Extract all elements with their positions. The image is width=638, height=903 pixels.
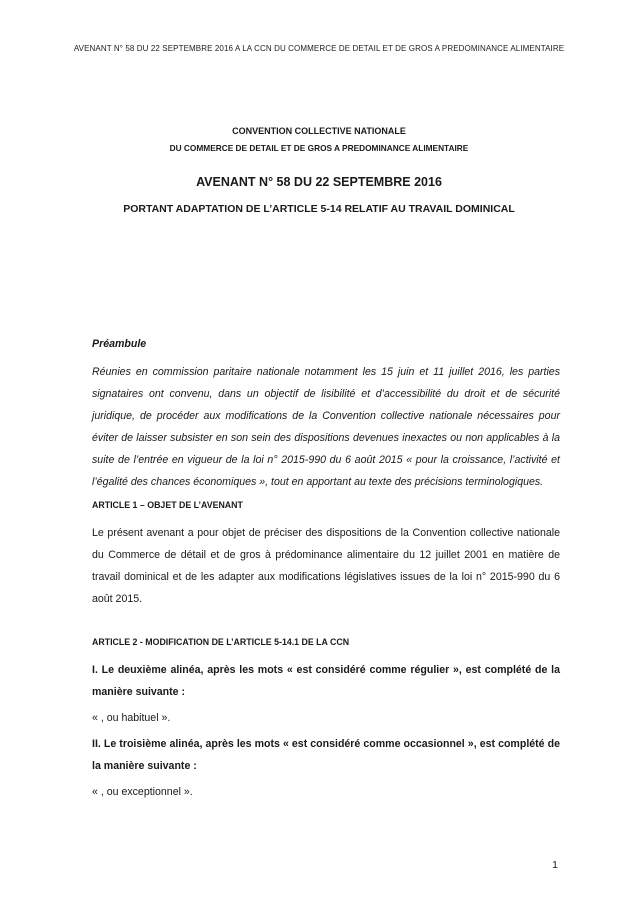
article2-point1-text: « , ou habituel ». <box>92 712 171 724</box>
article2-section <box>92 631 560 803</box>
avenant-subtitle: PORTANT ADAPTATION DE L’ARTICLE 5-14 RELATIF AU TRAVAIL DOMINICAL <box>123 203 515 215</box>
article2-point2-title: II. Le troisième alinéa, après les mots « est considéré comme occasionnel », est complété de la manière suivante : <box>92 738 560 772</box>
page-number: 1 <box>552 859 558 871</box>
article2-heading: ARTICLE 2 - MODIFICATION DE L’ARTICLE 5-14.1 DE LA CCN <box>92 637 350 647</box>
article1-text: Le présent avenant a pour objet de préciser des dispositions de la Convention collective nationale du Commerce de détail et de gros à prédominance alimentaire du 12 juillet 2001 en matière de travail dominical et de les adapter aux modifications législatives issues de la loi n° 2015-990 du 6 août 2015. <box>92 527 560 605</box>
preambule-heading: Préambule <box>92 338 147 350</box>
convention-subtitle: DU COMMERCE DE DETAIL ET DE GROS A PREDOMINANCE ALIMENTAIRE <box>169 143 469 153</box>
article2-point1-title: I. Le deuxième alinéa, après les mots « est considéré comme régulier », est complété de la manière suivante : <box>92 664 560 698</box>
avenant-title: AVENANT N° 58 DU 22 SEPTEMBRE 2016 <box>196 175 442 189</box>
convention-title: CONVENTION COLLECTIVE NATIONALE <box>232 126 406 136</box>
preambule-section <box>92 333 560 493</box>
preambule-text: Réunies en commission paritaire nationale notamment les 15 juin et 11 juillet 2016, les parties signataires ont convenu, dans un objectif de lisibilité et d’accessibilité du droit et de sécurité juridique, de procéder aux modifications de la Convention collective nationale nécessaires pour éviter de laisser subsister en son sein des dispositions devenues inexactes ou non applicables à la suite de l’entrée en vigueur de la loi n° 2015-990 du 6 août 2015 « pour la croissance, l’activité et l’égalité des chances économiques », tout en apportant au texte des précisions terminologiques. <box>92 366 560 488</box>
running-header: AVENANT N° 58 DU 22 SEPTEMBRE 2016 A LA CCN DU COMMERCE DE DETAIL ET DE GROS A PREDOMINANCE ALIMENTAIRE <box>73 44 565 53</box>
article1-heading: ARTICLE 1 – OBJET DE L’AVENANT <box>92 500 243 510</box>
article1-section <box>92 494 560 610</box>
article2-point2-text: « , ou exceptionnel ». <box>92 786 193 798</box>
